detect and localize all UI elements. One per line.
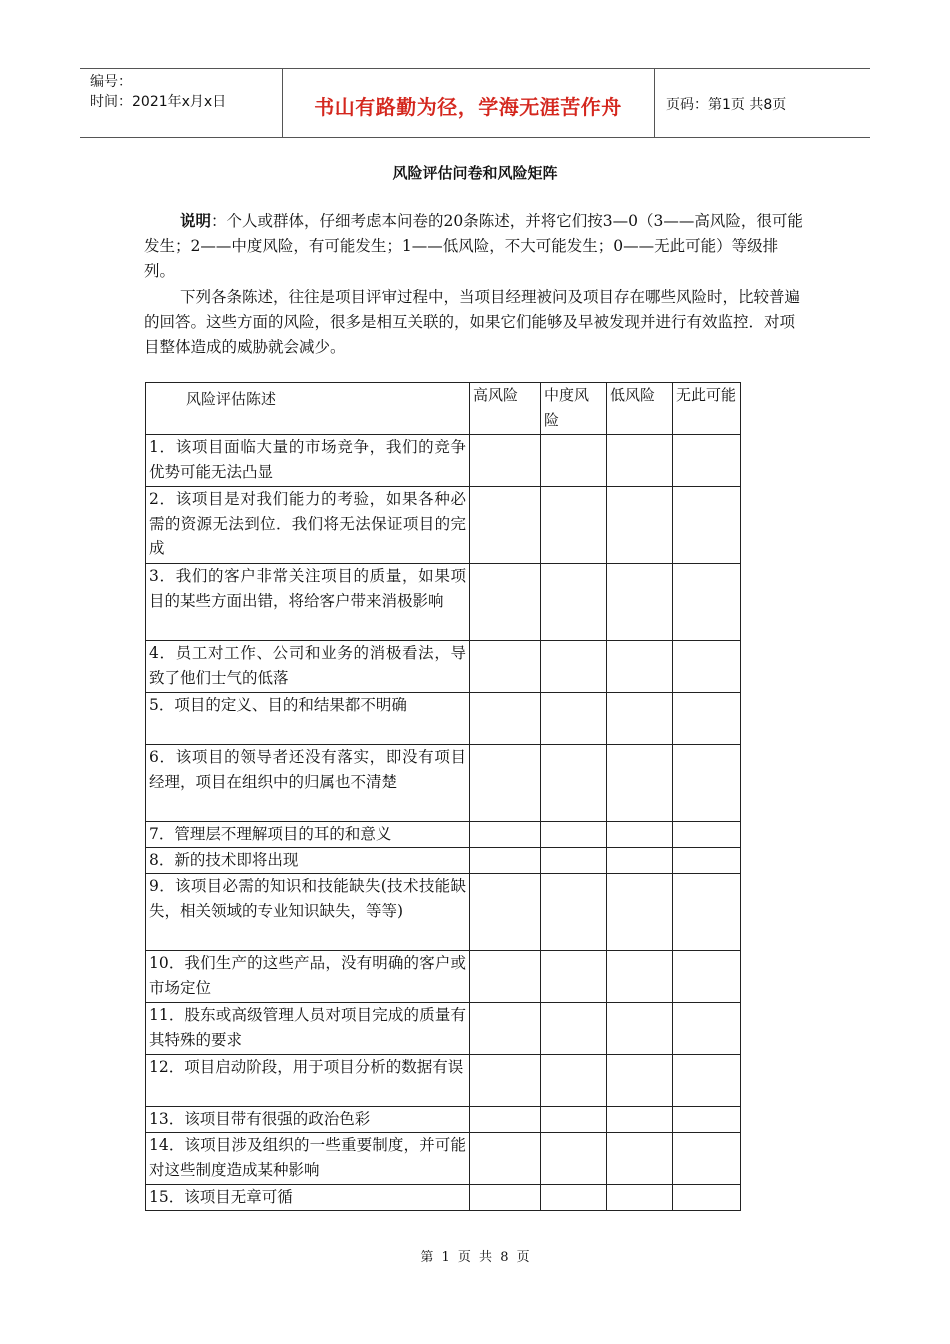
table-row [146, 1133, 741, 1185]
rating-cell-high[interactable] [470, 1055, 541, 1107]
page-header [80, 68, 870, 138]
rating-cell-high[interactable] [470, 822, 541, 848]
rating-cell-low[interactable] [607, 951, 673, 1003]
table-row [146, 848, 741, 874]
header-low-risk: 低风险 [607, 383, 673, 435]
rating-cell-medium[interactable] [541, 693, 607, 745]
rating-cell-medium[interactable] [541, 848, 607, 874]
rating-cell-low[interactable] [607, 874, 673, 951]
rating-cell-medium[interactable] [541, 822, 607, 848]
rating-cell-high[interactable] [470, 848, 541, 874]
rating-cell-low[interactable] [607, 693, 673, 745]
table-row [146, 1107, 741, 1133]
rating-cell-medium[interactable] [541, 1133, 607, 1185]
context-paragraph: 下列各条陈述，往往是项目评审过程中，当项目经理被问及项目存在哪些风险时，比较普遍的回答。这些方面的风险，很多是相互关联的，如果它们能够及早被发现并进行有效监控．对项目整体造成的威胁就会减少。 [144, 288, 801, 356]
rating-cell-high[interactable] [470, 1133, 541, 1185]
rating-cell-none[interactable] [673, 822, 741, 848]
rating-cell-low[interactable] [607, 822, 673, 848]
rating-cell-medium[interactable] [541, 745, 607, 822]
motto: 书山有路勤为径，学海无涯苦作舟 [314, 95, 622, 119]
risk-statement: 7．管理层不理解项目的耳的和意义 [146, 822, 470, 848]
rating-cell-medium[interactable] [541, 1107, 607, 1133]
rating-cell-high[interactable] [470, 1003, 541, 1055]
rating-cell-medium[interactable] [541, 1185, 607, 1211]
table-row [146, 874, 741, 951]
header-page-cell [654, 69, 870, 137]
rating-cell-low[interactable] [607, 1107, 673, 1133]
rating-cell-none[interactable] [673, 745, 741, 822]
rating-cell-none[interactable] [673, 1055, 741, 1107]
rating-cell-none[interactable] [673, 874, 741, 951]
number-label: 编号： [90, 74, 132, 90]
rating-cell-high[interactable] [470, 693, 541, 745]
intro-paragraph [144, 209, 804, 284]
rating-cell-medium[interactable] [541, 951, 607, 1003]
intro-lead: 说明 [180, 212, 212, 230]
risk-statement: 12．项目启动阶段，用于项目分析的数据有误 [146, 1055, 470, 1107]
rating-cell-none[interactable] [673, 564, 741, 641]
rating-cell-low[interactable] [607, 1185, 673, 1211]
rating-cell-low[interactable] [607, 641, 673, 693]
table-row [146, 693, 741, 745]
table-row [146, 1055, 741, 1107]
time-label: 时间：2021年x月x日 [90, 94, 227, 110]
header-no-risk: 无此可能 [673, 383, 741, 435]
rating-cell-medium[interactable] [541, 1003, 607, 1055]
table-row [146, 641, 741, 693]
rating-cell-medium[interactable] [541, 435, 607, 487]
risk-statement: 1．该项目面临大量的市场竞争，我们的竞争优势可能无法凸显 [146, 435, 470, 487]
rating-cell-low[interactable] [607, 564, 673, 641]
risk-statement: 14．该项目涉及组织的一些重要制度，并可能对这些制度造成某种影响 [146, 1133, 470, 1185]
table-row [146, 745, 741, 822]
table-row [146, 1003, 741, 1055]
risk-statement: 9．该项目必需的知识和技能缺失(技术技能缺失，相关领域的专业知识缺失，等等) [146, 874, 470, 951]
rating-cell-low[interactable] [607, 1055, 673, 1107]
rating-cell-high[interactable] [470, 874, 541, 951]
rating-cell-medium[interactable] [541, 874, 607, 951]
rating-cell-high[interactable] [470, 1185, 541, 1211]
risk-table [145, 382, 741, 1211]
rating-cell-high[interactable] [470, 951, 541, 1003]
rating-cell-medium[interactable] [541, 564, 607, 641]
risk-statement: 10．我们生产的这些产品，没有明确的客户或市场定位 [146, 951, 470, 1003]
rating-cell-medium[interactable] [541, 487, 607, 564]
risk-statement: 4．员工对工作、公司和业务的消极看法，导致了他们士气的低落 [146, 641, 470, 693]
rating-cell-none[interactable] [673, 848, 741, 874]
rating-cell-low[interactable] [607, 435, 673, 487]
rating-cell-high[interactable] [470, 487, 541, 564]
rating-cell-high[interactable] [470, 641, 541, 693]
rating-cell-none[interactable] [673, 1107, 741, 1133]
rating-cell-high[interactable] [470, 1107, 541, 1133]
rating-cell-none[interactable] [673, 641, 741, 693]
header-medium-risk: 中度风险 [541, 383, 607, 435]
header-statement: 风险评估陈述 [146, 383, 470, 435]
table-row [146, 564, 741, 641]
page-footer: 第 1 页 共 8 页 [420, 1250, 530, 1265]
risk-statement: 15．该项目无章可循 [146, 1185, 470, 1211]
rating-cell-none[interactable] [673, 1133, 741, 1185]
document-title: 风险评估问卷和风险矩阵 [392, 164, 558, 182]
table-row [146, 1185, 741, 1211]
risk-statement: 3．我们的客户非常关注项目的质量，如果项目的某些方面出错，将给客户带来消极影响 [146, 564, 470, 641]
header-meta [80, 69, 283, 137]
rating-cell-none[interactable] [673, 435, 741, 487]
table-row [146, 487, 741, 564]
rating-cell-none[interactable] [673, 487, 741, 564]
rating-cell-medium[interactable] [541, 641, 607, 693]
rating-cell-low[interactable] [607, 745, 673, 822]
header-motto-cell [282, 69, 655, 137]
rating-cell-none[interactable] [673, 1003, 741, 1055]
table-row [146, 435, 741, 487]
header-high-risk: 高风险 [470, 383, 541, 435]
rating-cell-none[interactable] [673, 693, 741, 745]
table-row [146, 951, 741, 1003]
risk-statement: 5．项目的定义、目的和结果都不明确 [146, 693, 470, 745]
intro-text: ：个人或群体，仔细考虑本问卷的20条陈述，并将它们按3—0（3——高风险，很可能发生；2——中度风险，有可能发生；1——低风险，不大可能发生；0——无此可能）等级排列。 [144, 212, 803, 280]
risk-statement: 2．该项目是对我们能力的考验，如果各种必需的资源无法到位．我们将无法保证项目的完成 [146, 487, 470, 564]
risk-statement: 6．该项目的领导者还没有落实，即没有项目经理，项目在组织中的归属也不清楚 [146, 745, 470, 822]
risk-statement: 8．新的技术即将出现 [146, 848, 470, 874]
table-row [146, 822, 741, 848]
rating-cell-low[interactable] [607, 1003, 673, 1055]
risk-statement: 13．该项目带有很强的政治色彩 [146, 1107, 470, 1133]
rating-cell-none[interactable] [673, 1185, 741, 1211]
rating-cell-low[interactable] [607, 848, 673, 874]
rating-cell-high[interactable] [470, 435, 541, 487]
page-label: 页码：第1页 共8页 [666, 97, 787, 113]
rating-cell-low[interactable] [607, 487, 673, 564]
rating-cell-low[interactable] [607, 1133, 673, 1185]
rating-cell-high[interactable] [470, 745, 541, 822]
rating-cell-none[interactable] [673, 951, 741, 1003]
rating-cell-high[interactable] [470, 564, 541, 641]
rating-cell-medium[interactable] [541, 1055, 607, 1107]
risk-statement: 11．股东或高级管理人员对项目完成的质量有其特殊的要求 [146, 1003, 470, 1055]
